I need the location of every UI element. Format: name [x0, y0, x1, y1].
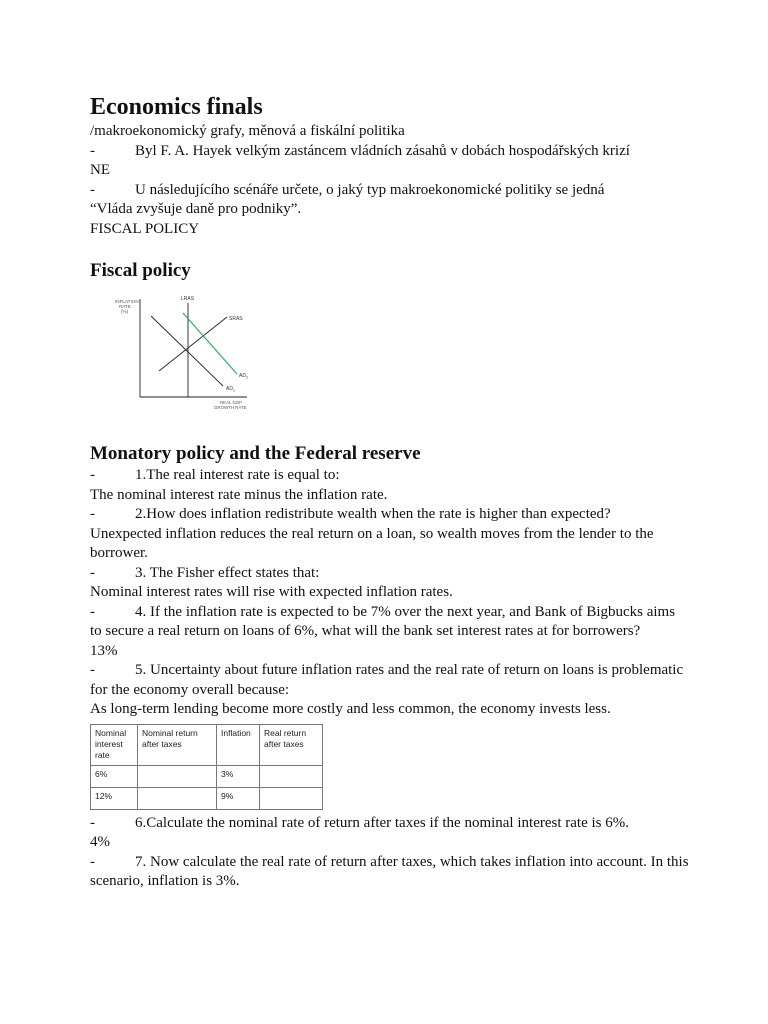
monetary-answer-4: 13% — [90, 642, 118, 659]
document-page — [90, 92, 690, 892]
monetary-answer-1: The nominal interest rate minus the inflation rate. — [90, 486, 388, 503]
monetary-policy-heading: Monatory policy and the Federal reserve — [90, 443, 421, 464]
table-header-cell: Real return after taxes — [260, 724, 323, 765]
table-cell: 9% — [217, 787, 260, 809]
graph-ad2-label: $AD_2$ — [239, 373, 248, 380]
monetary-answer-3: Nominal interest rates will rise with expected inflation rates. — [90, 584, 453, 600]
monetary-question-5 — [90, 661, 690, 700]
monetary-question-6-text: 6.Calculate the nominal rate of return after taxes if the nominal interest rate is 6%. — [135, 814, 629, 831]
monetary-question-4-text: 4. If the inflation rate is expected to be 7% over the next year, and Bank of Bigbucks aims to secure a real return on loans of 6%, what will the bank set interest rates at for borrowers? — [90, 603, 676, 639]
graph-ad1-label: $AD_1$ — [226, 386, 235, 393]
intro-answer-2: FISCAL POLICY — [90, 220, 200, 237]
table-row — [91, 765, 323, 787]
tax-return-table — [90, 724, 323, 810]
bullet-dash: - — [90, 853, 95, 870]
table-cell — [260, 765, 323, 787]
monetary-question-4 — [90, 603, 690, 642]
bullet-dash: - — [90, 467, 95, 483]
bullet-dash: - — [90, 564, 95, 581]
table-row — [91, 787, 323, 809]
monetary-question-1-text: 1.The real interest rate is equal to: — [135, 467, 340, 483]
ad1-curve — [151, 316, 223, 386]
monetary-answer-6: 4% — [90, 834, 110, 850]
intro-question-1 — [90, 142, 690, 162]
ad-as-graph — [102, 293, 252, 413]
graph-ylabel-3: (%) — [121, 309, 129, 314]
table-header-row — [91, 724, 323, 765]
table-cell: 6% — [91, 765, 138, 787]
graph-xlabel-2: GROWTH RATE — [214, 405, 247, 410]
page-subtitle: /makroekonomický grafy, měnová a fiskální politika — [90, 123, 405, 139]
monetary-question-7 — [90, 853, 690, 892]
table-cell — [260, 787, 323, 809]
graph-xlabel-1: REAL GDP — [220, 400, 243, 405]
intro-question-1-text: Byl F. A. Hayek velkým zastáncem vládních zásahů v dobách hospodářských krizí — [135, 142, 630, 159]
graph-ylabel-1: INFLATION — [115, 299, 139, 304]
monetary-answer-5: As long-term lending become more costly and less common, the economy invests less. — [90, 701, 611, 717]
monetary-question-6 — [90, 814, 690, 834]
table-header-cell: Nominal return after taxes — [138, 724, 217, 765]
table-cell: 3% — [217, 765, 260, 787]
table-cell: 12% — [91, 787, 138, 809]
bullet-dash: - — [90, 506, 95, 522]
monetary-question-5-text: 5. Uncertainty about future inflation rates and the real rate of return on loans is problematic for the economy overall because: — [90, 662, 684, 698]
intro-question-2 — [90, 181, 690, 201]
table-header-cell: Inflation — [217, 724, 260, 765]
bullet-dash: - — [90, 662, 95, 678]
fiscal-policy-heading: Fiscal policy — [90, 260, 191, 281]
ad2-curve — [183, 313, 237, 374]
table-cell — [138, 787, 217, 809]
bullet-dash: - — [90, 603, 95, 620]
monetary-question-7-text: 7. Now calculate the real rate of return after taxes, which takes inflation into account. In this scenario, inflation is 3%. — [90, 853, 689, 889]
graph-lras-label: LRAS — [181, 296, 195, 302]
bullet-dash: - — [90, 814, 95, 831]
table-header-cell: Nominal interest rate — [91, 724, 138, 765]
intro-question-2-text: U následujícího scénáře určete, o jaký typ makroekonomické politiky se jedná — [135, 181, 605, 198]
intro-answer-1: NE — [90, 162, 110, 178]
graph-sras-label: SRAS — [229, 316, 243, 322]
graph-ylabel-2: RATE — [119, 304, 131, 309]
monetary-question-3-text: 3. The Fisher effect states that: — [135, 564, 320, 581]
bullet-dash: - — [90, 142, 95, 159]
monetary-question-2-text: 2.How does inflation redistribute wealth when the rate is higher than expected? — [135, 506, 611, 522]
monetary-question-1 — [90, 466, 690, 486]
intro-question-2-quote: “Vláda zvyšuje daně pro podniky”. — [90, 201, 302, 217]
monetary-question-2 — [90, 505, 690, 525]
page-title: Economics finals — [90, 94, 263, 120]
monetary-answer-2: Unexpected inflation reduces the real return on a loan, so wealth moves from the lender to the borrower. — [90, 525, 654, 561]
bullet-dash: - — [90, 181, 95, 198]
table-cell — [138, 765, 217, 787]
monetary-question-3 — [90, 564, 690, 584]
